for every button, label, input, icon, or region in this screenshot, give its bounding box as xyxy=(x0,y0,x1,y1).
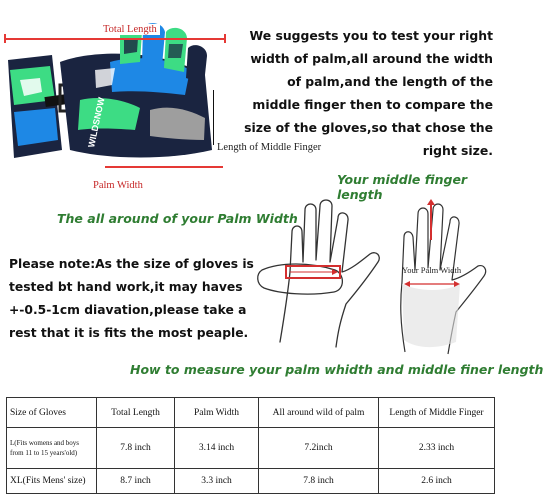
brand-text: WILDSNOW xyxy=(86,96,107,149)
size-cell xyxy=(7,428,97,469)
total-length-cell: 8.7 inch xyxy=(97,469,175,494)
hand-diagrams xyxy=(250,192,500,357)
table-header-cell: Total Length xyxy=(97,398,175,428)
glove-photo xyxy=(0,0,230,200)
table-header-cell: Size of Gloves xyxy=(7,398,97,428)
table-header-cell: All around wild of palm xyxy=(259,398,379,428)
palm-width-cell: 3.14 inch xyxy=(175,428,259,469)
size-note: (Fits Mens' size) xyxy=(22,476,86,486)
table-row xyxy=(7,428,495,469)
middle-finger-line xyxy=(213,90,214,145)
palm-width-line xyxy=(105,166,223,168)
table-header-row xyxy=(7,398,495,428)
middle-finger-caption: Your middle finger length xyxy=(337,172,468,202)
total-length-cell: 7.8 inch xyxy=(97,428,175,469)
total-length-tick-left xyxy=(4,34,6,43)
table-row xyxy=(7,469,495,494)
palm-width-label: Palm Width xyxy=(93,180,143,191)
table-header-cell: Palm Width xyxy=(175,398,259,428)
total-length-tick-right xyxy=(224,34,226,43)
hand-palm-width-label: Your Palm Width xyxy=(402,265,462,275)
palm-width-cell: 3.3 inch xyxy=(175,469,259,494)
middle-finger-cell: 2.6 inch xyxy=(379,469,495,494)
total-length-label: Total Length xyxy=(100,24,160,35)
size-name: XL xyxy=(10,476,23,486)
around-palm-cell: 7.2inch xyxy=(259,428,379,469)
hand-illustration xyxy=(250,192,500,357)
size-table xyxy=(6,397,495,494)
total-length-line xyxy=(4,38,226,40)
size-note: (Fits womens and boys from 11 to 15 years'old) xyxy=(10,439,80,457)
middle-finger-label: Length of Middle Finger xyxy=(217,142,322,153)
around-palm-caption: The all around of your Palm Width xyxy=(57,211,298,226)
middle-finger-cell: 2.33 inch xyxy=(379,428,495,469)
size-cell xyxy=(7,469,97,494)
note-text: Please note:As the size of gloves is tested bt hand work,it may haves +-0.5-1cm diavation,please take a rest that it is fits the most peaple. xyxy=(9,257,254,340)
instruction-text: We suggests you to test your right width of palm,all around the width of palm,and the length of the middle finger then to compare the size of the gloves,so that chose the right size. xyxy=(244,28,493,158)
how-to-measure-caption: How to measure your palm whidth and middle finer length xyxy=(130,362,543,377)
table-header-cell: Length of Middle Finger xyxy=(379,398,495,428)
around-palm-cell: 7.8 inch xyxy=(259,469,379,494)
size-name: L xyxy=(10,439,15,447)
